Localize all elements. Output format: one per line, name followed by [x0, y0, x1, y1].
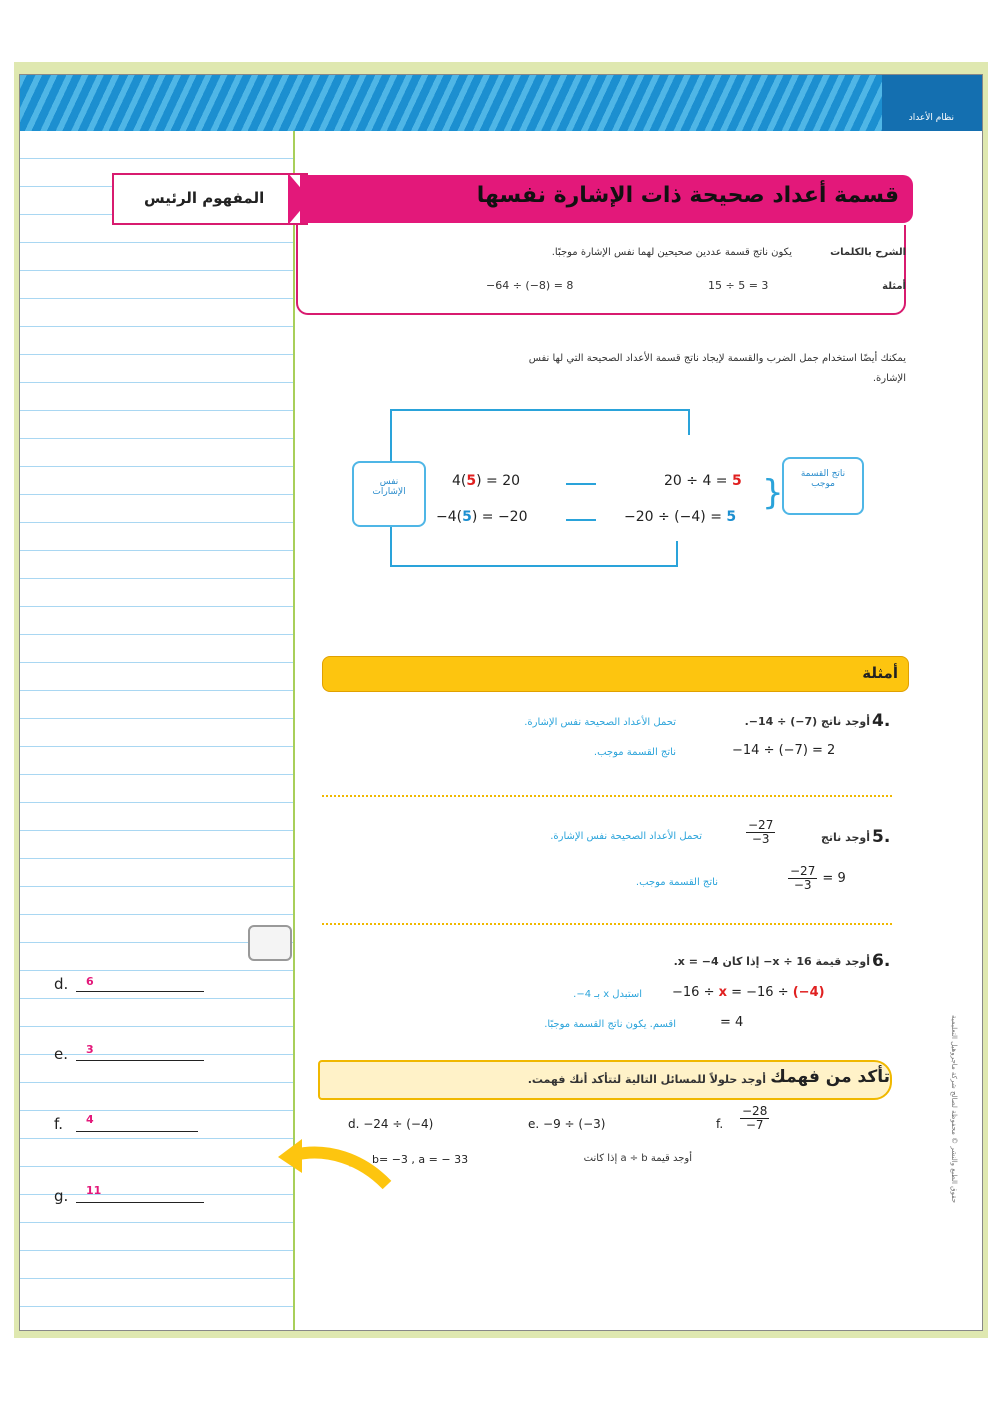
ex4-note-1: تحمل الأعداد الصحيحة نفس الإشارة. [524, 717, 676, 728]
concept-box [296, 225, 906, 315]
diagram-brace: } [762, 473, 784, 513]
header-band [20, 75, 982, 131]
ex6-note-2: اقسم. يكون ناتج القسمة موجبًا. [544, 1019, 676, 1030]
check-d: d. −24 ÷ (−4) [348, 1117, 434, 1131]
ex6-number: 6. [872, 951, 891, 971]
answer-g-line[interactable] [76, 1202, 204, 1203]
ex4-prompt: أوجد ناتج (7−) ÷ 14−. [744, 715, 870, 728]
pencil-note-icon [248, 925, 292, 961]
diagram-left-top-line [390, 409, 392, 469]
concept-example-2: −64 ÷ (−8) = 8 [486, 279, 574, 292]
same-signs-box: نفس الإشارات [352, 461, 426, 527]
ex4-equation: −14 ÷ (−7) = 2 [732, 743, 836, 758]
diagram-arrow-row-2 [566, 519, 596, 521]
answer-d-letter: d. [54, 975, 69, 993]
check-g-label: g. [348, 1153, 362, 1167]
ex5-fraction: $\frac{-27}{-3}$ [748, 818, 774, 846]
ex6-note-1: استبدل x بـ 4−. [573, 989, 642, 1000]
ex6-line-2: = 4 [720, 1015, 744, 1030]
intro-text-line-2: الإشارة. [872, 373, 906, 384]
ex4-number: 4. [872, 711, 891, 731]
check-e: e. −9 ÷ (−3) [528, 1117, 606, 1131]
section-label: نظام الأعداد [908, 113, 954, 123]
diagram-row-1-left: 4(5) = 20 [452, 473, 521, 489]
diagram-bottom-line [390, 565, 678, 567]
positive-quotient-box: ناتج القسمة موجب [782, 457, 864, 515]
examples-label: أمثلة [882, 281, 906, 292]
check-title: تأكد من فهمك [770, 1067, 890, 1087]
answer-d-value: 6 [86, 975, 94, 988]
key-concept-tab: المفهوم الرئيس [112, 173, 308, 225]
answer-f-letter: f. [54, 1115, 63, 1133]
check-f-fraction: $\frac{-28}{-7}$ [742, 1104, 768, 1132]
side-credit: حقوق الطبع والنشر © محفوظة لصالح شركة ماجروهيل التعليمية [950, 1015, 958, 1204]
divider-2 [322, 923, 892, 925]
concept-title-bar [300, 175, 913, 223]
textbook-page [19, 74, 983, 1331]
words-text: يكون ناتج قسمة عددين صحيحين لهما نفس الإشارة موجبًا. [551, 247, 792, 258]
check-f-label: f. [716, 1117, 724, 1131]
check-g-text: أوجد قيمة a ÷ b إذا كانت [583, 1153, 692, 1164]
divider-1 [322, 795, 892, 797]
diagram-down-arrow [688, 409, 690, 435]
answer-g-letter: g. [54, 1187, 69, 1205]
notebook-column [20, 131, 295, 1330]
diagram-up-arrow [676, 541, 678, 567]
answer-g-value: 11 [86, 1184, 102, 1197]
answer-f-line[interactable] [76, 1131, 198, 1132]
ex4-note-2: ناتج القسمة موجب. [593, 747, 676, 758]
ex5-result: $\frac{-27}{-3}$ = 9 [790, 864, 846, 892]
concept-example-1: 15 ÷ 5 = 3 [708, 279, 769, 292]
diagram-row-2-left: −4(5) = −20 [436, 509, 528, 525]
ex5-number: 5. [872, 827, 891, 847]
curved-arrow-icon [272, 1137, 392, 1207]
check-instruction: أوجد حلولاً للمسائل التالية لتتأكد أنك فهمت. [527, 1073, 766, 1086]
ex5-note-1: تحمل الأعداد الصحيحة نفس الإشارة. [550, 831, 702, 842]
answer-d-line[interactable] [76, 991, 204, 992]
examples-bar: أمثلة [322, 656, 909, 692]
diagram-row-1-right: 20 ÷ 4 = 5 [664, 473, 742, 489]
concept-title: قسمة أعداد صحيحة ذات الإشارة نفسها [476, 183, 899, 208]
diagram-left-bottom-line [390, 523, 392, 567]
ex5-prompt: أوجد ناتج [820, 831, 870, 844]
intro-text-line-1: يمكنك أيضًا استخدام جمل الضرب والقسمة لإيجاد ناتج قسمة الأعداد الصحيحة التي لها نفس [528, 353, 906, 364]
words-label: الشرح بالكلمات [830, 247, 906, 258]
diagram-arrow-row-1 [566, 483, 596, 485]
ex6-prompt: أوجد قيمة x ÷ 16− إذا كان 4− = x. [673, 955, 870, 968]
diagram-top-line [390, 409, 690, 411]
answer-f-value: 4 [86, 1113, 94, 1126]
answer-e-value: 3 [86, 1043, 94, 1056]
answer-e-letter: e. [54, 1045, 68, 1063]
answer-e-line[interactable] [76, 1060, 204, 1061]
check-g-vars: b= −3 , a = − 33 [372, 1153, 469, 1166]
diagram-row-2-right: −20 ÷ (−4) = 5 [624, 509, 737, 525]
ex5-note-2: ناتج القسمة موجب. [635, 877, 718, 888]
ex6-line-1: −16 ÷ x = −16 ÷ (−4) [672, 985, 825, 1000]
